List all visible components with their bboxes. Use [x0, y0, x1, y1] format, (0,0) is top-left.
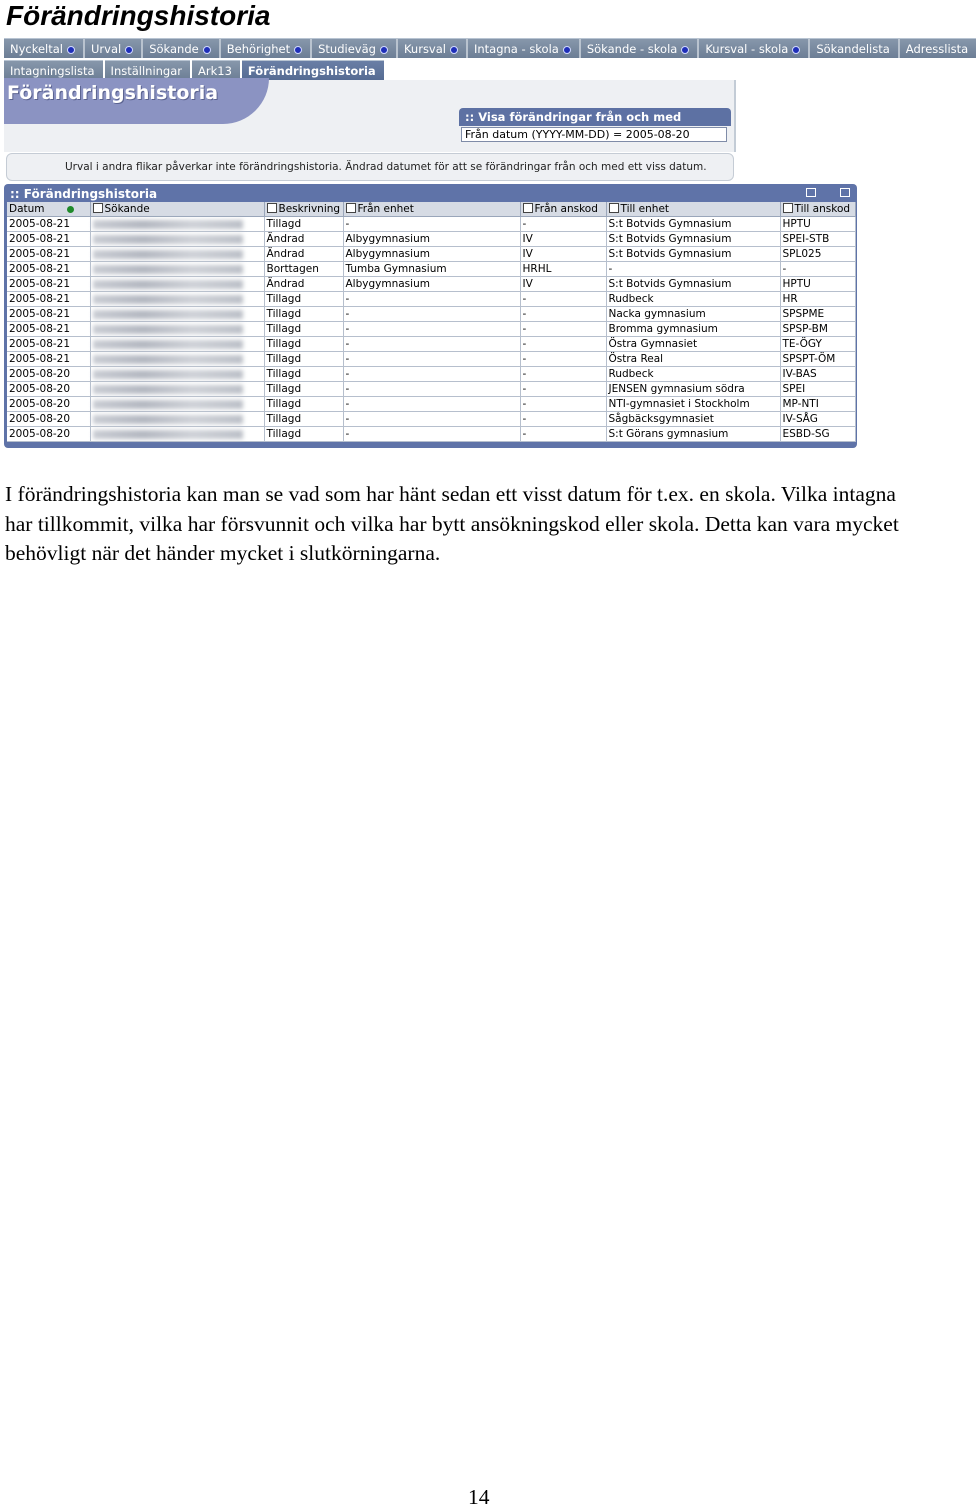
redacted-name	[93, 220, 243, 229]
table-cell: Östra Real	[606, 352, 780, 367]
table-cell: Rudbeck	[606, 292, 780, 307]
column-header-label: Beskrivning	[278, 203, 341, 215]
column-header-0[interactable]	[7, 202, 90, 217]
table-cell: NTI-gymnasiet i Stockholm	[606, 397, 780, 412]
table-cell: 2005-08-20	[7, 367, 90, 382]
table-cell: MP-NTI	[780, 397, 855, 412]
table-cell: SPL025	[780, 247, 855, 262]
table-cell: Tillagd	[264, 217, 343, 232]
table-cell: 2005-08-21	[7, 262, 90, 277]
table-cell: HPTU	[780, 217, 855, 232]
table-row[interactable]	[7, 382, 855, 397]
column-header-5[interactable]	[606, 202, 780, 217]
table-cell: Albygymnasium	[343, 277, 520, 292]
table-cell: HPTU	[780, 277, 855, 292]
column-header-1[interactable]	[90, 202, 264, 217]
tab-label: Sökande - skola	[586, 42, 678, 56]
redacted-name	[93, 370, 243, 379]
table-cell: -	[520, 352, 606, 367]
tab-inställningar[interactable]	[105, 60, 190, 80]
column-header-2[interactable]	[264, 202, 343, 217]
table-cell: Ändrad	[264, 247, 343, 262]
tab-urval[interactable]	[85, 38, 141, 58]
redacted-name	[93, 250, 243, 259]
column-header-label: Till anskod	[794, 203, 851, 215]
body-paragraph: I förändringshistoria kan man se vad som har hänt sedan ett visst datum för t.ex. en skola. Vilka intagna har tillkommit, vilka har försvunnit och vilka har bytt ansökningskod eller skola. Detta kan vara mycket behövligt när det händer mycket i slutkörningarna.	[5, 482, 899, 565]
tab-intagningslista[interactable]	[4, 60, 103, 80]
table-cell	[90, 397, 264, 412]
table-row[interactable]	[7, 337, 855, 352]
column-header-label: Sökande	[104, 203, 150, 215]
table-cell: -	[343, 397, 520, 412]
table-cell: TE-ÖGY	[780, 337, 855, 352]
table-cell: Tillagd	[264, 352, 343, 367]
tab-studieväg[interactable]	[312, 38, 396, 58]
table-cell: JENSEN gymnasium södra	[606, 382, 780, 397]
table-cell: Sågbäcksgymnasiet	[606, 412, 780, 427]
table-cell: Tillagd	[264, 367, 343, 382]
tab-behörighet[interactable]	[221, 38, 310, 58]
table-cell: -	[520, 322, 606, 337]
table-cell: Bromma gymnasium	[606, 322, 780, 337]
info-message: Urval i andra flikar påverkar inte förändringshistoria. Ändrad datumet för att se förändringar från och med ett viss datum.	[6, 153, 734, 181]
redacted-name	[93, 400, 243, 409]
table-cell: -	[343, 352, 520, 367]
date-filter-box	[459, 108, 731, 146]
table-cell: Rudbeck	[606, 367, 780, 382]
table-cell: SPSPT-ÖM	[780, 352, 855, 367]
table-body	[7, 217, 855, 442]
tab-row-primary	[4, 38, 969, 58]
table-cell: -	[343, 322, 520, 337]
table-cell: Tillagd	[264, 397, 343, 412]
table-cell: -	[780, 262, 855, 277]
table-row[interactable]	[7, 217, 855, 232]
tab-nyckeltal[interactable]	[4, 38, 83, 58]
tab-label: Inställningar	[110, 64, 183, 78]
column-filter-icon[interactable]	[267, 203, 277, 213]
table-cell: Tillagd	[264, 322, 343, 337]
tab-options-icon[interactable]	[125, 46, 133, 54]
table-row[interactable]	[7, 412, 855, 427]
tab-kursval[interactable]	[398, 38, 466, 58]
tab-sökandelista[interactable]	[810, 38, 897, 58]
table-row[interactable]	[7, 397, 855, 412]
table-cell: 2005-08-21	[7, 217, 90, 232]
tab-row-secondary	[4, 60, 386, 80]
column-filter-icon[interactable]	[783, 203, 793, 213]
tab-options-icon[interactable]	[380, 46, 388, 54]
table-cell: IV	[520, 247, 606, 262]
table-cell: 2005-08-21	[7, 277, 90, 292]
from-date-field[interactable]: Från datum (YYYY-MM-DD) = 2005-08-20	[461, 127, 727, 142]
table-cell: S:t Görans gymnasium	[606, 427, 780, 442]
column-filter-icon[interactable]	[93, 203, 103, 213]
table-cell	[90, 217, 264, 232]
tab-label: Förändringshistoria	[247, 64, 376, 78]
column-header-label: Datum	[9, 203, 45, 215]
tab-label: Intagningslista	[10, 64, 95, 78]
table-cell: -	[520, 292, 606, 307]
history-table	[7, 202, 856, 442]
tab-förändringshistoria[interactable]	[242, 60, 384, 80]
history-panel	[4, 184, 857, 448]
maximize-icon[interactable]	[840, 188, 850, 197]
app-screenshot	[4, 38, 969, 450]
tab-ark13[interactable]	[192, 60, 240, 80]
tab-options-icon[interactable]	[792, 46, 800, 54]
tab-label: Nyckeltal	[10, 42, 64, 56]
table-cell: S:t Botvids Gymnasium	[606, 232, 780, 247]
tab-options-icon[interactable]	[681, 46, 689, 54]
table-cell: 2005-08-21	[7, 337, 90, 352]
table-header-row	[7, 202, 855, 217]
table-row[interactable]	[7, 307, 855, 322]
table-cell: 2005-08-21	[7, 232, 90, 247]
table-cell: SPSP-BM	[780, 322, 855, 337]
table-row[interactable]	[7, 352, 855, 367]
table-cell: IV-SÅG	[780, 412, 855, 427]
tab-label: Intagna - skola	[473, 42, 559, 56]
tab-options-icon[interactable]	[450, 46, 458, 54]
table-cell: Tillagd	[264, 292, 343, 307]
table-cell: 2005-08-21	[7, 322, 90, 337]
table-cell: Tumba Gymnasium	[343, 262, 520, 277]
column-header-3[interactable]	[343, 202, 520, 217]
table-row[interactable]	[7, 277, 855, 292]
redacted-name	[93, 265, 243, 274]
table-cell: Albygymnasium	[343, 232, 520, 247]
table-cell: S:t Botvids Gymnasium	[606, 217, 780, 232]
tab-options-icon[interactable]	[203, 46, 211, 54]
tab-label: Studieväg	[318, 42, 376, 56]
redacted-name	[93, 385, 243, 394]
table-cell: Tillagd	[264, 382, 343, 397]
table-cell: IV	[520, 232, 606, 247]
redacted-name	[93, 355, 243, 364]
table-cell: 2005-08-20	[7, 382, 90, 397]
document-title: Förändringshistoria	[6, 0, 271, 31]
table-row[interactable]	[7, 427, 855, 442]
table-cell	[90, 262, 264, 277]
table-cell	[90, 412, 264, 427]
table-cell	[90, 367, 264, 382]
column-header-label: Till enhet	[620, 203, 670, 215]
redacted-name	[93, 295, 243, 304]
table-cell: -	[520, 337, 606, 352]
table-cell	[90, 322, 264, 337]
column-header-4[interactable]	[520, 202, 606, 217]
table-cell: 2005-08-21	[7, 247, 90, 262]
table-cell	[90, 247, 264, 262]
panel-title: :: Förändringshistoria	[10, 187, 158, 201]
tab-label: Kursval	[403, 42, 446, 56]
table-cell: 2005-08-20	[7, 427, 90, 442]
table-cell: SPEI	[780, 382, 855, 397]
table-cell: 2005-08-21	[7, 352, 90, 367]
table-cell: -	[343, 292, 520, 307]
tab-label: Adresslista	[905, 42, 969, 56]
table-row[interactable]	[7, 247, 855, 262]
table-cell: -	[343, 307, 520, 322]
column-filter-icon[interactable]	[609, 203, 619, 213]
tab-label: Kursval - skola	[705, 42, 789, 56]
tab-options-icon[interactable]	[67, 46, 75, 54]
redacted-name	[93, 340, 243, 349]
table-cell: S:t Botvids Gymnasium	[606, 247, 780, 262]
table-cell	[90, 382, 264, 397]
page-number: 14	[468, 1485, 490, 1509]
table-cell: ESBD-SG	[780, 427, 855, 442]
column-header-6[interactable]	[780, 202, 855, 217]
tab-options-icon[interactable]	[294, 46, 302, 54]
table-cell: -	[520, 307, 606, 322]
print-icon[interactable]	[806, 188, 816, 197]
tab-intagna-skola[interactable]	[468, 38, 579, 58]
table-cell: -	[520, 427, 606, 442]
column-filter-icon[interactable]	[346, 203, 356, 213]
redacted-name	[93, 415, 243, 424]
table-cell: -	[343, 427, 520, 442]
table-cell: Borttagen	[264, 262, 343, 277]
date-filter-title: :: Visa förändringar från och med	[459, 108, 731, 126]
tab-label: Sökandelista	[816, 42, 890, 56]
table-cell	[90, 352, 264, 367]
table-row[interactable]	[7, 367, 855, 382]
table-cell: Tillagd	[264, 412, 343, 427]
table-cell	[90, 292, 264, 307]
table-cell	[90, 277, 264, 292]
table-cell: -	[520, 397, 606, 412]
table-cell: -	[343, 337, 520, 352]
table-cell: Östra Gymnasiet	[606, 337, 780, 352]
tab-label: Ark13	[198, 64, 232, 78]
table-cell: Nacka gymnasium	[606, 307, 780, 322]
tab-kursval-skola[interactable]	[699, 38, 808, 58]
table-cell: -	[343, 367, 520, 382]
table-cell: -	[343, 217, 520, 232]
table-cell: 2005-08-21	[7, 307, 90, 322]
table-cell: HRHL	[520, 262, 606, 277]
table-cell: -	[343, 412, 520, 427]
table-cell: Albygymnasium	[343, 247, 520, 262]
table-cell: Ändrad	[264, 232, 343, 247]
header-title: Förändringshistoria	[7, 82, 219, 104]
column-header-label: Från anskod	[534, 203, 598, 215]
table-cell: S:t Botvids Gymnasium	[606, 277, 780, 292]
table-cell	[90, 337, 264, 352]
table-cell: 2005-08-20	[7, 412, 90, 427]
tab-label: Behörighet	[226, 42, 291, 56]
table-row[interactable]	[7, 232, 855, 247]
table-cell: IV	[520, 277, 606, 292]
table-cell: Tillagd	[264, 307, 343, 322]
table-cell: -	[520, 217, 606, 232]
table-cell: -	[606, 262, 780, 277]
column-filter-icon[interactable]	[523, 203, 533, 213]
table-cell: 2005-08-21	[7, 292, 90, 307]
table-cell: Tillagd	[264, 337, 343, 352]
table-cell: IV-BAS	[780, 367, 855, 382]
tab-options-icon[interactable]	[563, 46, 571, 54]
table-cell: SPSPME	[780, 307, 855, 322]
table-cell	[90, 427, 264, 442]
table-cell	[90, 232, 264, 247]
tab-label: Urval	[91, 42, 122, 56]
redacted-name	[93, 310, 243, 319]
table-cell: -	[520, 382, 606, 397]
redacted-name	[93, 280, 243, 289]
table-cell: SPEI-STB	[780, 232, 855, 247]
table-cell	[90, 307, 264, 322]
table-cell: -	[520, 412, 606, 427]
tab-sökande-skola[interactable]	[581, 38, 697, 58]
table-row[interactable]	[7, 322, 855, 337]
tab-label: Sökande	[149, 42, 199, 56]
column-header-label: Från enhet	[357, 203, 414, 215]
table-cell: -	[343, 382, 520, 397]
tab-adresslista[interactable]	[900, 38, 976, 58]
table-cell: Tillagd	[264, 427, 343, 442]
sort-indicator-icon[interactable]	[67, 206, 74, 213]
table-row[interactable]	[7, 292, 855, 307]
redacted-name	[93, 325, 243, 334]
table-cell: HR	[780, 292, 855, 307]
table-cell: Ändrad	[264, 277, 343, 292]
table-cell: -	[520, 367, 606, 382]
redacted-name	[93, 430, 243, 439]
table-cell: 2005-08-20	[7, 397, 90, 412]
redacted-name	[93, 235, 243, 244]
tab-sökande[interactable]	[143, 38, 219, 58]
table-row[interactable]	[7, 262, 855, 277]
